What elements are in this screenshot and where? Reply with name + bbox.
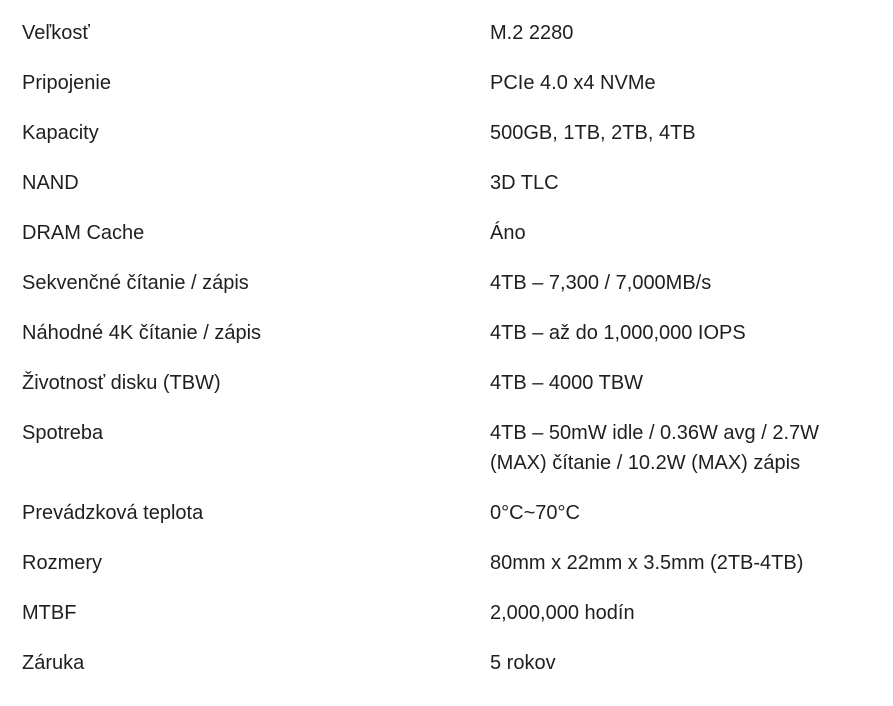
spec-label: NAND — [22, 172, 79, 194]
spec-value: 2,000,000 hodín — [490, 602, 635, 624]
spec-value: 4TB – 7,300 / 7,000MB/s — [490, 272, 712, 294]
spec-row-temperature — [0, 478, 893, 528]
spec-row-warranty — [0, 628, 893, 678]
spec-row-size — [0, 0, 893, 48]
spec-value: 500GB, 1TB, 2TB, 4TB — [490, 122, 696, 144]
spec-label: Záruka — [22, 652, 85, 674]
spec-value: 4TB – 4000 TBW — [490, 372, 644, 394]
spec-value: PCIe 4.0 x4 NVMe — [490, 72, 656, 94]
spec-row-power — [0, 398, 893, 478]
spec-label: Pripojenie — [22, 72, 111, 94]
spec-value: 4TB – 50mW idle / 0.36W avg / 2.7W (MAX) čítanie / 10.2W (MAX) zápis — [490, 422, 820, 474]
spec-row-interface — [0, 48, 893, 98]
spec-row-sequential — [0, 248, 893, 298]
spec-label: MTBF — [22, 602, 77, 624]
spec-row-endurance — [0, 348, 893, 398]
spec-value: Áno — [490, 222, 526, 244]
spec-value: 0°C~70°C — [490, 502, 580, 524]
spec-label: Spotreba — [22, 422, 104, 444]
spec-row-random-4k — [0, 298, 893, 348]
spec-value: 80mm x 22mm x 3.5mm (2TB-4TB) — [490, 552, 804, 574]
spec-row-capacities — [0, 98, 893, 148]
spec-row-dram-cache — [0, 198, 893, 248]
spec-label: Životnosť disku (TBW) — [22, 372, 221, 394]
spec-row-mtbf — [0, 578, 893, 628]
spec-label: Prevádzková teplota — [22, 502, 204, 524]
spec-label: Kapacity — [22, 122, 99, 144]
spec-value: 5 rokov — [490, 652, 556, 674]
spec-label: Sekvenčné čítanie / zápis — [22, 272, 249, 294]
spec-row-nand — [0, 148, 893, 198]
spec-value: M.2 2280 — [490, 22, 574, 44]
spec-row-dimensions — [0, 528, 893, 578]
spec-label: Veľkosť — [22, 22, 90, 44]
spec-value: 3D TLC — [490, 172, 559, 194]
spec-value: 4TB – až do 1,000,000 IOPS — [490, 322, 746, 344]
spec-label: Náhodné 4K čítanie / zápis — [22, 322, 262, 344]
spec-label: DRAM Cache — [22, 222, 145, 244]
spec-label: Rozmery — [22, 552, 103, 574]
